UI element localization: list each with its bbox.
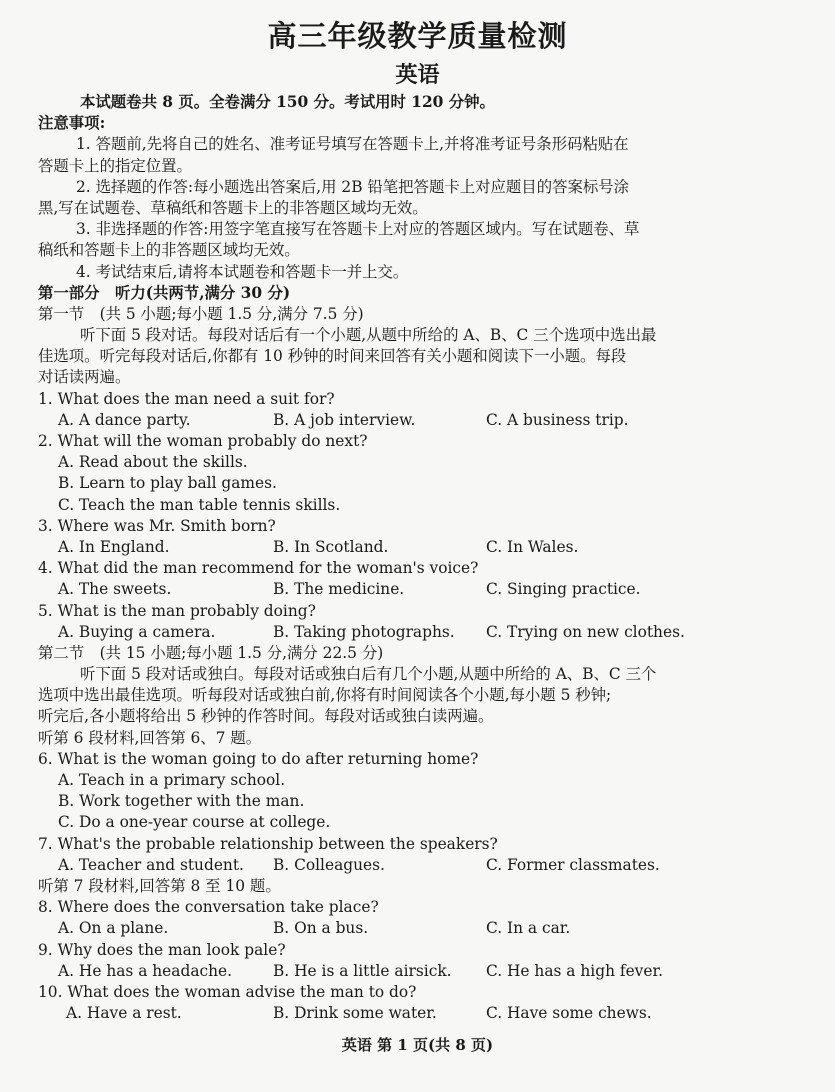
- option-b: B. Colleagues.: [273, 855, 385, 874]
- section2-heading: 第二节 (共 15 小题;每小题 1.5 分,满分 22.5 分): [38, 643, 384, 662]
- section1-instruction: 佳选项。听完每段对话后,你都有 10 秒钟的时间来回答有关小题和阅读下一小题。每段: [38, 347, 627, 366]
- page-footer: 英语 第 1 页(共 8 页): [341, 1036, 494, 1054]
- question-6: 6. What is the woman going to do after returning home?: [38, 749, 479, 768]
- section1-heading: 第一节 (共 5 小题;每小题 1.5 分,满分 7.5 分): [38, 304, 364, 323]
- option-a: A. Buying a camera.: [58, 622, 216, 641]
- option-a: A. Read about the skills.: [58, 453, 248, 472]
- option-a: A. In England.: [58, 537, 170, 556]
- notice-heading: 注意事项:: [38, 114, 106, 133]
- option-b: B. A job interview.: [273, 410, 416, 429]
- exam-content: [38, 92, 800, 1024]
- part1-heading: 第一部分 听力(共两节,满分 30 分): [38, 283, 291, 302]
- option-c: C. Teach the man table tennis skills.: [58, 495, 341, 514]
- option-c: C. In Wales.: [486, 537, 579, 556]
- options-row: [38, 1003, 800, 1024]
- question-2: 2. What will the woman probably do next?: [38, 432, 368, 450]
- material-7-heading: 听第 7 段材料,回答第 8 至 10 题。: [38, 876, 281, 895]
- subject-title: 英语: [395, 62, 440, 88]
- option-a: A. Teach in a primary school.: [58, 771, 286, 789]
- option-b: B. Taking photographs.: [273, 622, 455, 641]
- notice-line: 1. 答题前,先将自己的姓名、准考证号填写在答题卡上,并将准考证号条形码粘贴在: [76, 135, 629, 154]
- question-10: 10. What does the woman advise the man to do?: [38, 982, 417, 1001]
- options-row: [38, 579, 800, 600]
- section2-instruction: 听下面 5 段对话或独白。每段对话或独白后有几个小题,从题中所给的 A、B、C 三个: [80, 665, 657, 684]
- question-8: 8. Where does the conversation take place?: [38, 898, 379, 917]
- option-c: C. Former classmates.: [486, 855, 660, 874]
- notice-line: 黑,写在试题卷、草稿纸和答题卡上的非答题区域均无效。: [38, 198, 428, 217]
- notice-line: 稿纸和答题卡上的非答题区域均无效。: [38, 241, 300, 260]
- option-a: A. The sweets.: [58, 580, 172, 599]
- exam-intro: 本试题卷共 8 页。全卷满分 150 分。考试用时 120 分钟。: [80, 93, 495, 111]
- option-a: A. He has a headache.: [58, 961, 233, 980]
- options-row: [38, 918, 800, 939]
- option-c: C. Singing practice.: [486, 580, 641, 599]
- options-row: [38, 410, 800, 431]
- option-b: B. Drink some water.: [273, 1004, 437, 1023]
- question-9: 9. Why does the man look pale?: [38, 940, 286, 959]
- option-b: B. In Scotland.: [273, 537, 389, 556]
- option-c: C. Trying on new clothes.: [486, 622, 685, 641]
- option-b: B. On a bus.: [273, 919, 369, 938]
- options-row: [38, 537, 800, 558]
- notice-line: 2. 选择题的作答:每小题选出答案后,用 2B 铅笔把答题卡上对应题目的答案标号涂: [76, 177, 630, 196]
- option-a: A. Have a rest.: [66, 1004, 182, 1023]
- option-b: B. Learn to play ball games.: [58, 474, 277, 493]
- question-1: 1. What does the man need a suit for?: [38, 389, 335, 408]
- option-b: B. The medicine.: [273, 580, 405, 599]
- option-b: B. He is a little airsick.: [273, 961, 452, 980]
- question-5: 5. What is the man probably doing?: [38, 601, 316, 620]
- options-row: [38, 622, 800, 643]
- page-title: 高三年级教学质量检测: [267, 19, 568, 53]
- section1-instruction: 听下面 5 段对话。每段对话后有一个小题,从题中所给的 A、B、C 三个选项中选出最: [80, 326, 657, 345]
- section1-instruction: 对话读两遍。: [38, 368, 131, 387]
- question-4: 4. What did the man recommend for the woman's voice?: [38, 559, 479, 578]
- notice-line: 3. 非选择题的作答:用签字笔直接写在答题卡上对应的答题区域内。写在试题卷、草: [76, 220, 640, 239]
- option-a: A. Teacher and student.: [58, 855, 244, 874]
- option-c: C. In a car.: [486, 919, 571, 938]
- option-a: A. A dance party.: [58, 410, 191, 429]
- notice-line: 答题卡上的指定位置。: [38, 156, 192, 175]
- option-a: A. On a plane.: [58, 919, 169, 938]
- option-c: C. Do a one-year course at college.: [58, 813, 331, 832]
- question-3: 3. Where was Mr. Smith born?: [38, 516, 276, 535]
- option-b: B. Work together with the man.: [58, 792, 305, 811]
- option-c: C. A business trip.: [486, 410, 629, 429]
- question-7: 7. What's the probable relationship between the speakers?: [38, 834, 498, 853]
- option-c: C. Have some chews.: [486, 1004, 652, 1023]
- options-row: [38, 961, 800, 982]
- options-row: [38, 855, 800, 876]
- section2-instruction: 听完后,各小题将给出 5 秒钟的作答时间。每段对话或独白读两遍。: [38, 707, 494, 726]
- notice-line: 4. 考试结束后,请将本试题卷和答题卡一并上交。: [76, 262, 409, 281]
- material-6-heading: 听第 6 段材料,回答第 6、7 题。: [38, 728, 262, 747]
- option-c: C. He has a high fever.: [486, 961, 664, 980]
- section2-instruction: 选项中选出最佳选项。听每段对话或独白前,你将有时间阅读各个小题,每小题 5 秒钟;: [38, 686, 612, 705]
